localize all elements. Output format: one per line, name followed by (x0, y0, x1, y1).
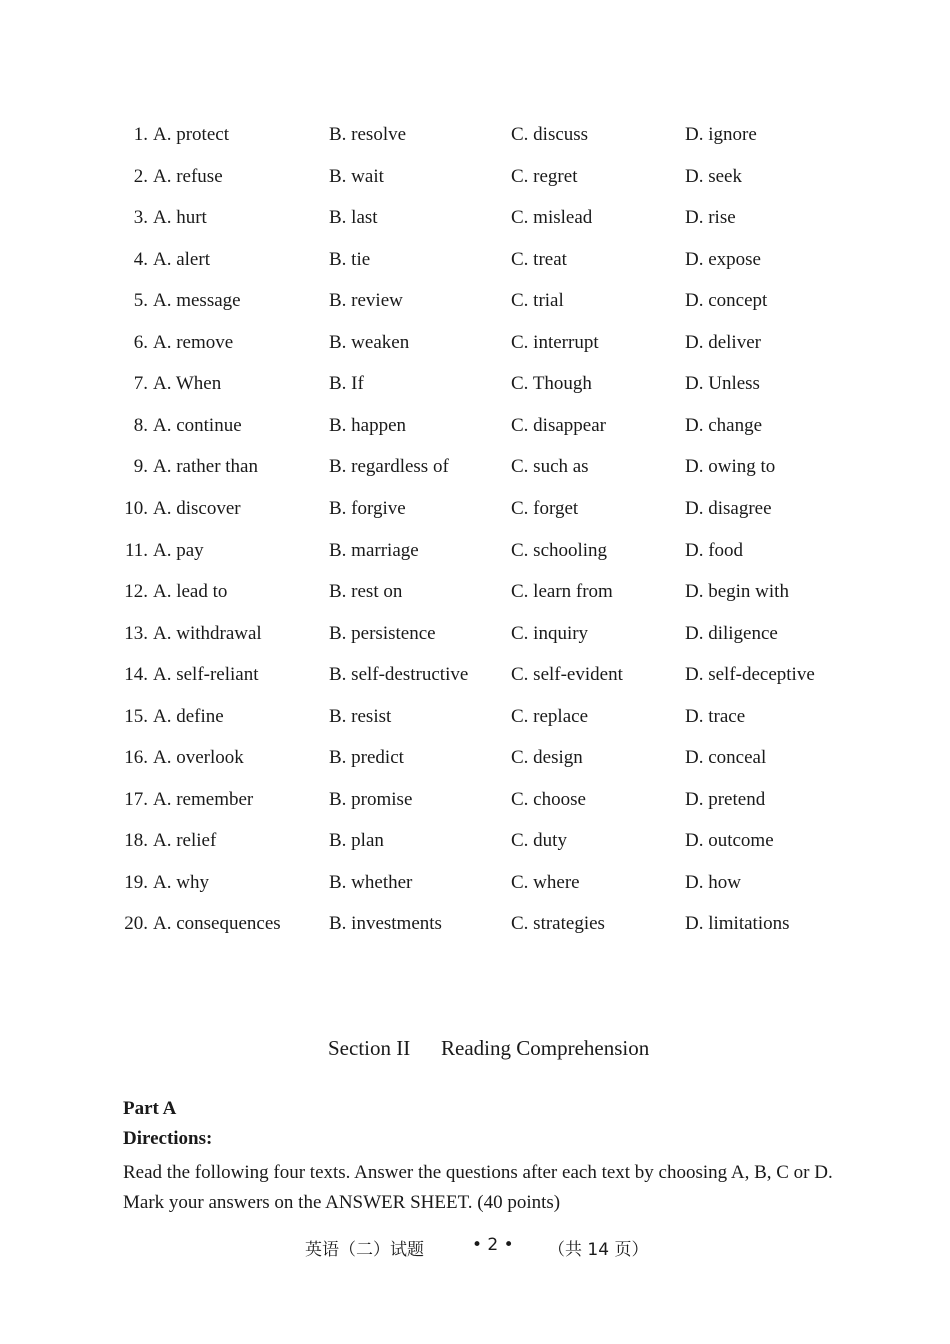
option-d: D. deliver (685, 331, 761, 353)
option-a: A. overlook (153, 747, 244, 769)
option-a: A. self-reliant (153, 664, 259, 686)
option-a: A. lead to (153, 581, 228, 603)
question-number: 2. (133, 165, 148, 187)
question-row (0, 369, 950, 399)
option-a: A. refuse (153, 165, 223, 187)
option-c: C. duty (511, 830, 567, 852)
option-b: B. marriage (329, 539, 419, 561)
option-c: C. design (511, 747, 583, 769)
question-number: 17. (124, 788, 148, 810)
question-number: 13. (124, 622, 148, 644)
option-d: D. ignore (685, 124, 757, 145)
option-d: D. begin with (685, 581, 789, 603)
option-c: C. disappear (511, 414, 606, 436)
option-b: B. happen (329, 414, 407, 436)
option-a: A. relief (153, 830, 217, 852)
option-c: C. mislead (511, 207, 593, 229)
option-a: A. When (153, 373, 222, 395)
question-row (0, 909, 950, 939)
option-d: D. pretend (685, 788, 766, 810)
option-c: C. interrupt (511, 331, 599, 353)
part-label: Part A (123, 1098, 177, 1119)
option-a: A. message (153, 290, 241, 312)
question-row (0, 826, 950, 856)
question-number: 9. (133, 456, 148, 478)
option-b: B. predict (329, 747, 404, 769)
question-row (0, 702, 950, 732)
question-row (0, 619, 950, 649)
question-row (0, 328, 950, 358)
option-c: C. replace (511, 705, 589, 727)
option-b: B. weaken (329, 331, 410, 353)
option-d: D. trace (685, 705, 746, 727)
option-a: A. continue (153, 414, 242, 436)
question-number: 11. (124, 539, 148, 561)
option-a: A. remember (153, 788, 254, 810)
question-number: 3. (133, 207, 148, 229)
question-row (0, 411, 950, 441)
question-number: 1. (133, 124, 148, 145)
option-a: A. why (153, 871, 209, 893)
option-d: D. change (685, 414, 763, 436)
footer-title: 英语（二）试题 (305, 1240, 424, 1260)
question-row (0, 162, 950, 192)
option-a: A. rather than (153, 456, 258, 478)
option-d: D. rise (685, 207, 736, 229)
option-a: A. hurt (153, 207, 207, 229)
section-number: Section II (328, 1036, 411, 1060)
question-row (0, 452, 950, 482)
question-row (0, 203, 950, 233)
option-b: B. self-destructive (329, 664, 469, 686)
option-b: B. whether (329, 871, 413, 893)
question-row (0, 536, 950, 566)
question-row (0, 743, 950, 773)
directions-label: Directions: (123, 1128, 213, 1149)
option-d: D. self-deceptive (685, 664, 815, 686)
question-number: 10. (124, 497, 148, 519)
option-c: C. schooling (511, 539, 608, 561)
option-b: B. plan (329, 830, 384, 852)
question-number: 4. (133, 248, 148, 270)
option-b: B. last (329, 207, 378, 229)
question-number: 20. (124, 913, 148, 935)
option-d: D. Unless (685, 373, 760, 395)
option-b: B. resolve (329, 124, 407, 145)
option-c: C. strategies (511, 913, 605, 935)
option-b: B. promise (329, 788, 413, 810)
question-number: 14. (124, 664, 148, 686)
option-d: D. owing to (685, 456, 776, 478)
question-row (0, 286, 950, 316)
directions-text: Read the following four texts. Answer the questions after each text by choosing A, B, C or D. Mark your answers on the ANSWER SHEET. (40 points) (123, 1162, 833, 1213)
option-b: B. investments (329, 913, 442, 935)
option-c: C. forget (511, 497, 579, 519)
option-a: A. consequences (153, 913, 281, 935)
question-number: 18. (124, 830, 148, 852)
footer-total-pages: （共 14 页） (548, 1240, 649, 1260)
option-d: D. outcome (685, 830, 774, 852)
option-b: B. rest on (329, 581, 403, 603)
option-d: D. limitations (685, 913, 790, 935)
option-b: B. review (329, 290, 403, 312)
question-row (0, 868, 950, 898)
question-row (0, 494, 950, 524)
option-a: A. remove (153, 331, 234, 353)
option-d: D. diligence (685, 622, 778, 644)
option-d: D. how (685, 871, 741, 893)
option-a: A. alert (153, 248, 210, 270)
option-b: B. If (329, 373, 364, 395)
option-a: A. discover (153, 497, 241, 519)
option-c: C. where (511, 871, 580, 893)
question-row (0, 245, 950, 275)
question-number: 7. (133, 373, 148, 395)
section-name: Reading Comprehension (441, 1036, 650, 1060)
option-b: B. persistence (329, 622, 436, 644)
option-b: B. tie (329, 248, 371, 270)
option-d: D. food (685, 539, 744, 561)
question-number: 6. (133, 331, 148, 353)
option-d: D. expose (685, 248, 761, 270)
question-row (0, 120, 950, 150)
question-number: 5. (133, 290, 148, 312)
option-d: D. concept (685, 290, 768, 312)
option-c: C. discuss (511, 124, 589, 145)
question-row (0, 577, 950, 607)
option-a: A. protect (153, 124, 229, 145)
option-c: C. self-evident (511, 664, 623, 686)
question-row (0, 660, 950, 690)
option-a: A. pay (153, 539, 204, 561)
option-c: C. Though (511, 373, 592, 395)
footer-page-number: • 2 • (472, 1235, 514, 1255)
option-c: C. trial (511, 290, 564, 312)
question-number: 12. (124, 581, 148, 603)
option-c: C. treat (511, 248, 567, 270)
option-c: C. regret (511, 165, 578, 187)
question-number: 16. (124, 747, 148, 769)
option-c: C. such as (511, 456, 589, 478)
question-number: 19. (124, 871, 148, 893)
option-b: B. resist (329, 705, 392, 727)
option-a: A. withdrawal (153, 622, 262, 644)
question-row (0, 785, 950, 815)
question-number: 8. (133, 414, 148, 436)
option-a: A. define (153, 705, 224, 727)
option-d: D. disagree (685, 497, 772, 519)
option-c: C. learn from (511, 581, 613, 603)
option-d: D. seek (685, 165, 742, 187)
option-d: D. conceal (685, 747, 767, 769)
option-c: C. inquiry (511, 622, 589, 644)
option-b: B. wait (329, 165, 384, 187)
option-c: C. choose (511, 788, 586, 810)
option-b: B. forgive (329, 497, 406, 519)
option-b: B. regardless of (329, 456, 449, 478)
question-number: 15. (124, 705, 148, 727)
